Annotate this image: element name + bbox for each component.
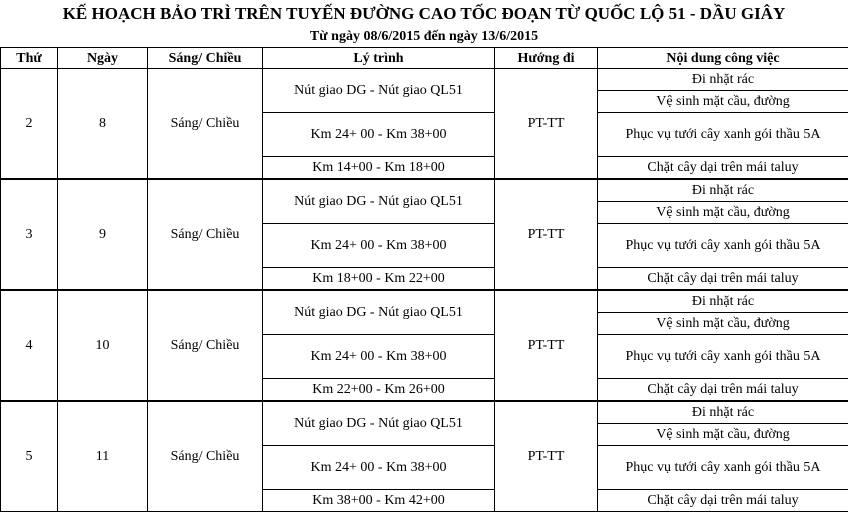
cell-buoi: Sáng/ Chiều [148,69,263,180]
cell-task: Đi nhặt rác [598,69,848,91]
cell-buoi: Sáng/ Chiều [148,401,263,512]
cell-task: Chặt cây dại trên mái taluy [598,157,848,180]
table-row [1,179,848,202]
table-row [1,69,848,91]
header-huong-di: Hướng đi [495,48,598,69]
header-buoi: Sáng/ Chiều [148,48,263,69]
cell-ly-trinh: Km 24+ 00 - Km 38+00 [263,446,495,490]
header-row [1,48,848,69]
cell-ly-trinh: Km 14+00 - Km 18+00 [263,157,495,180]
cell-task: Đi nhặt rác [598,401,848,424]
cell-huong-di: PT-TT [495,401,598,512]
cell-ly-trinh: Nút giao DG - Nút giao QL51 [263,290,495,335]
cell-task: Chặt cây dại trên mái taluy [598,379,848,402]
header-ngay: Ngày [58,48,148,69]
cell-ngay: 10 [58,290,148,401]
cell-ly-trinh: Km 24+ 00 - Km 38+00 [263,335,495,379]
maintenance-table [0,47,848,512]
cell-task: Phục vụ tưới cây xanh gói thầu 5A [598,224,848,268]
cell-huong-di: PT-TT [495,69,598,180]
cell-huong-di: PT-TT [495,290,598,401]
cell-task: Vệ sinh mặt cầu, đường [598,424,848,446]
cell-ly-trinh: Km 22+00 - Km 26+00 [263,379,495,402]
day-group [1,401,848,512]
cell-task: Đi nhặt rác [598,179,848,202]
cell-buoi: Sáng/ Chiều [148,179,263,290]
cell-task: Phục vụ tưới cây xanh gói thầu 5A [598,446,848,490]
document-title: KẾ HOẠCH BẢO TRÌ TRÊN TUYẾN ĐƯỜNG CAO TỐC ĐOẠN TỪ QUỐC LỘ 51 - DẦU GIÂY [0,3,848,25]
cell-ly-trinh: Km 24+ 00 - Km 38+00 [263,113,495,157]
document-subtitle: Từ ngày 08/6/2015 đến ngày 13/6/2015 [0,28,848,46]
header-noi-dung: Nội dung công việc [598,48,848,69]
cell-task: Chặt cây dại trên mái taluy [598,268,848,291]
cell-task: Đi nhặt rác [598,290,848,313]
cell-ly-trinh: Nút giao DG - Nút giao QL51 [263,179,495,224]
cell-task: Phục vụ tưới cây xanh gói thầu 5A [598,113,848,157]
cell-task: Phục vụ tưới cây xanh gói thầu 5A [598,335,848,379]
header-thu: Thứ [1,48,58,69]
cell-task: Vệ sinh mặt cầu, đường [598,91,848,113]
table-row [1,290,848,313]
table-row [1,401,848,424]
cell-task: Chặt cây dại trên mái taluy [598,490,848,512]
cell-ngay: 9 [58,179,148,290]
cell-task: Vệ sinh mặt cầu, đường [598,202,848,224]
cell-huong-di: PT-TT [495,179,598,290]
cell-ly-trinh: Nút giao DG - Nút giao QL51 [263,401,495,446]
cell-buoi: Sáng/ Chiều [148,290,263,401]
cell-ly-trinh: Km 18+00 - Km 22+00 [263,268,495,291]
cell-thu: 3 [1,179,58,290]
cell-ly-trinh: Km 24+ 00 - Km 38+00 [263,224,495,268]
cell-thu: 2 [1,69,58,180]
header-ly-trinh: Lý trình [263,48,495,69]
cell-ngay: 8 [58,69,148,180]
cell-ly-trinh: Km 38+00 - Km 42+00 [263,490,495,512]
cell-ngay: 11 [58,401,148,512]
cell-thu: 4 [1,290,58,401]
day-group [1,179,848,290]
day-group [1,290,848,401]
cell-thu: 5 [1,401,58,512]
cell-ly-trinh: Nút giao DG - Nút giao QL51 [263,69,495,113]
day-group [1,69,848,180]
cell-task: Vệ sinh mặt cầu, đường [598,313,848,335]
